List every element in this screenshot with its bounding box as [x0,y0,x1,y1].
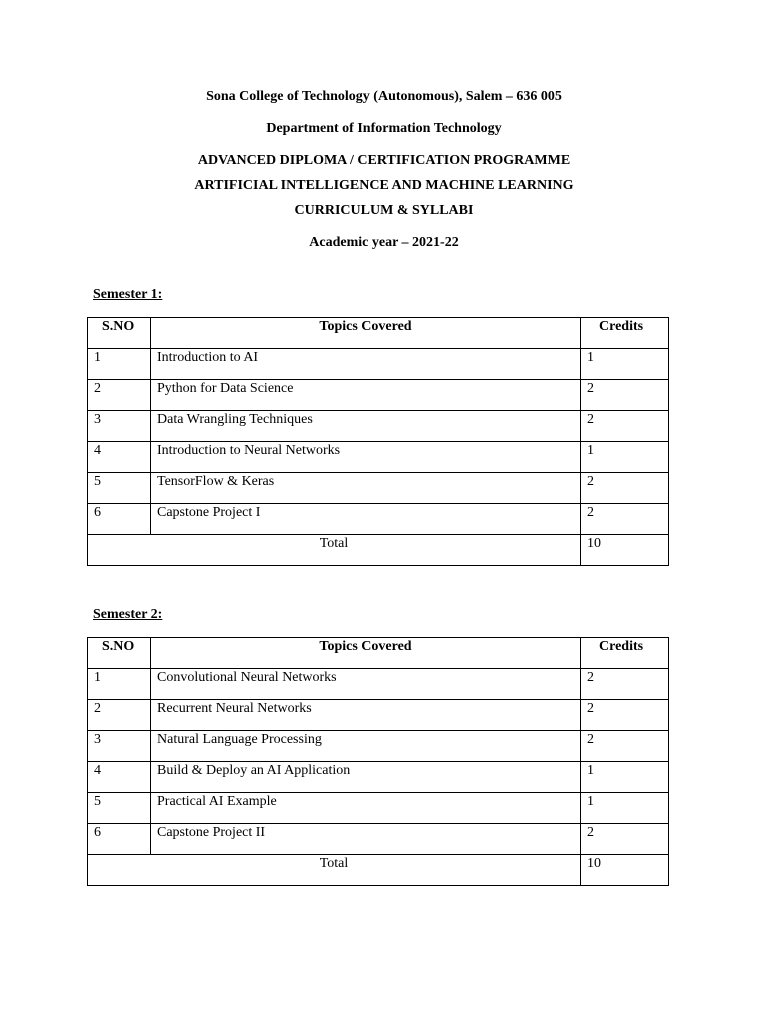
cell-sno: 3 [88,411,151,442]
cell-sno: 5 [88,473,151,504]
table-row [88,762,669,793]
cell-credits: 2 [581,411,669,442]
total-label: Total [88,855,581,886]
total-row [88,535,669,566]
cell-sno: 4 [88,442,151,473]
table-row [88,504,669,535]
semester-1-heading: Semester 1: [93,287,163,302]
total-value: 10 [581,535,669,566]
table-row [88,793,669,824]
cell-topic: Recurrent Neural Networks [151,700,581,731]
cell-credits: 2 [581,669,669,700]
cell-credits: 1 [581,349,669,380]
cell-topic: Data Wrangling Techniques [151,411,581,442]
cell-sno: 2 [88,700,151,731]
total-label: Total [88,535,581,566]
table-row [88,380,669,411]
table-row [88,411,669,442]
table-header-row [88,638,669,669]
subject-title: ARTIFICIAL INTELLIGENCE AND MACHINE LEARNING [194,178,574,193]
table-row [88,824,669,855]
cell-sno: 5 [88,793,151,824]
table-row [88,349,669,380]
cell-topic: Capstone Project II [151,824,581,855]
curriculum-title: CURRICULUM & SYLLABI [294,203,474,218]
column-header-topics: Topics Covered [151,638,581,669]
cell-topic: Practical AI Example [151,793,581,824]
cell-sno: 1 [88,349,151,380]
cell-topic: Introduction to AI [151,349,581,380]
cell-sno: 3 [88,731,151,762]
table-row [88,669,669,700]
cell-topic: TensorFlow & Keras [151,473,581,504]
column-header-topics: Topics Covered [151,318,581,349]
table-header-row [88,318,669,349]
table-row [88,442,669,473]
cell-credits: 2 [581,380,669,411]
cell-topic: Capstone Project I [151,504,581,535]
column-header-credits: Credits [581,638,669,669]
total-row [88,855,669,886]
semester-2-table [87,637,669,886]
table-row [88,731,669,762]
column-header-sno: S.NO [88,638,151,669]
cell-sno: 1 [88,669,151,700]
cell-credits: 1 [581,762,669,793]
cell-credits: 1 [581,793,669,824]
semester-2-heading: Semester 2: [93,607,163,622]
cell-sno: 2 [88,380,151,411]
college-name: Sona College of Technology (Autonomous), Salem – 636 005 [206,89,562,104]
cell-topic: Introduction to Neural Networks [151,442,581,473]
semester-1-table [87,317,669,566]
cell-credits: 2 [581,731,669,762]
cell-sno: 6 [88,824,151,855]
table-row [88,473,669,504]
cell-credits: 2 [581,700,669,731]
cell-topic: Convolutional Neural Networks [151,669,581,700]
cell-credits: 2 [581,824,669,855]
academic-year: Academic year – 2021-22 [309,235,459,250]
cell-credits: 2 [581,504,669,535]
cell-topic: Build & Deploy an AI Application [151,762,581,793]
cell-topic: Python for Data Science [151,380,581,411]
column-header-credits: Credits [581,318,669,349]
programme-title: ADVANCED DIPLOMA / CERTIFICATION PROGRAMME [197,153,571,168]
column-header-sno: S.NO [88,318,151,349]
cell-sno: 4 [88,762,151,793]
cell-credits: 1 [581,442,669,473]
cell-credits: 2 [581,473,669,504]
total-value: 10 [581,855,669,886]
cell-topic: Natural Language Processing [151,731,581,762]
table-row [88,700,669,731]
cell-sno: 6 [88,504,151,535]
department-name: Department of Information Technology [266,121,502,136]
